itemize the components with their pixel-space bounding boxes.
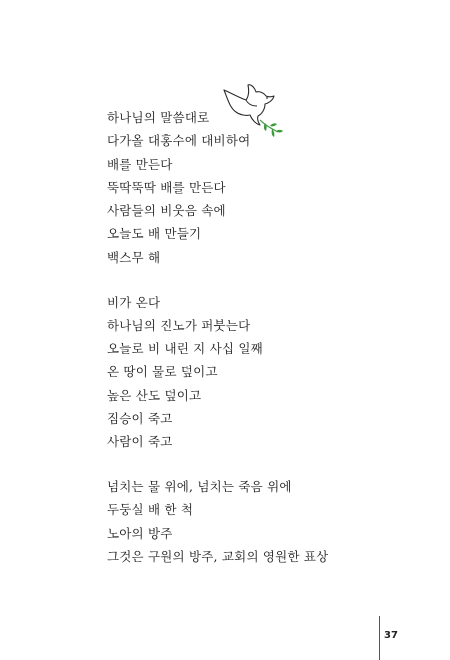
- poem-line: 오늘로 비 내린 지 사십 일째: [107, 341, 263, 357]
- poem-line: 뚝딱뚝딱 배를 만든다: [107, 179, 226, 195]
- poem-line: 두둥실 배 한 척: [107, 502, 194, 518]
- poem-line: 다가올 대홍수에 대비하여: [107, 133, 251, 149]
- stanza-1: [107, 106, 407, 269]
- stanza-2: [107, 291, 407, 454]
- poem-line: 짐승이 죽고: [107, 411, 173, 427]
- poem-line: 그것은 구원의 방주, 교회의 영원한 표상: [107, 549, 329, 565]
- poem-line: 비가 온다: [107, 294, 161, 310]
- poem-line: 하나님의 진노가 퍼붓는다: [107, 317, 251, 333]
- poem-line: 배를 만든다: [107, 156, 173, 172]
- poem-line: 높은 산도 덮이고: [107, 387, 202, 403]
- poem-line: 온 땅이 물로 덮이고: [107, 364, 218, 380]
- poem: [107, 106, 407, 568]
- poem-line: 넘치는 물 위에, 넘치는 죽음 위에: [107, 479, 292, 495]
- poem-line: 백스무 해: [107, 249, 161, 265]
- poem-line: 사람이 죽고: [107, 434, 173, 450]
- page-number-divider: [379, 616, 380, 660]
- page-number: 37: [384, 630, 398, 641]
- poem-line: 하나님의 말씀대로: [107, 110, 210, 125]
- poem-line: 오늘도 배 만들기: [107, 226, 202, 242]
- poem-line: 노아의 방주: [107, 525, 173, 541]
- poem-line: 사람들의 비웃음 속에: [107, 203, 226, 219]
- stanza-3: [107, 475, 407, 568]
